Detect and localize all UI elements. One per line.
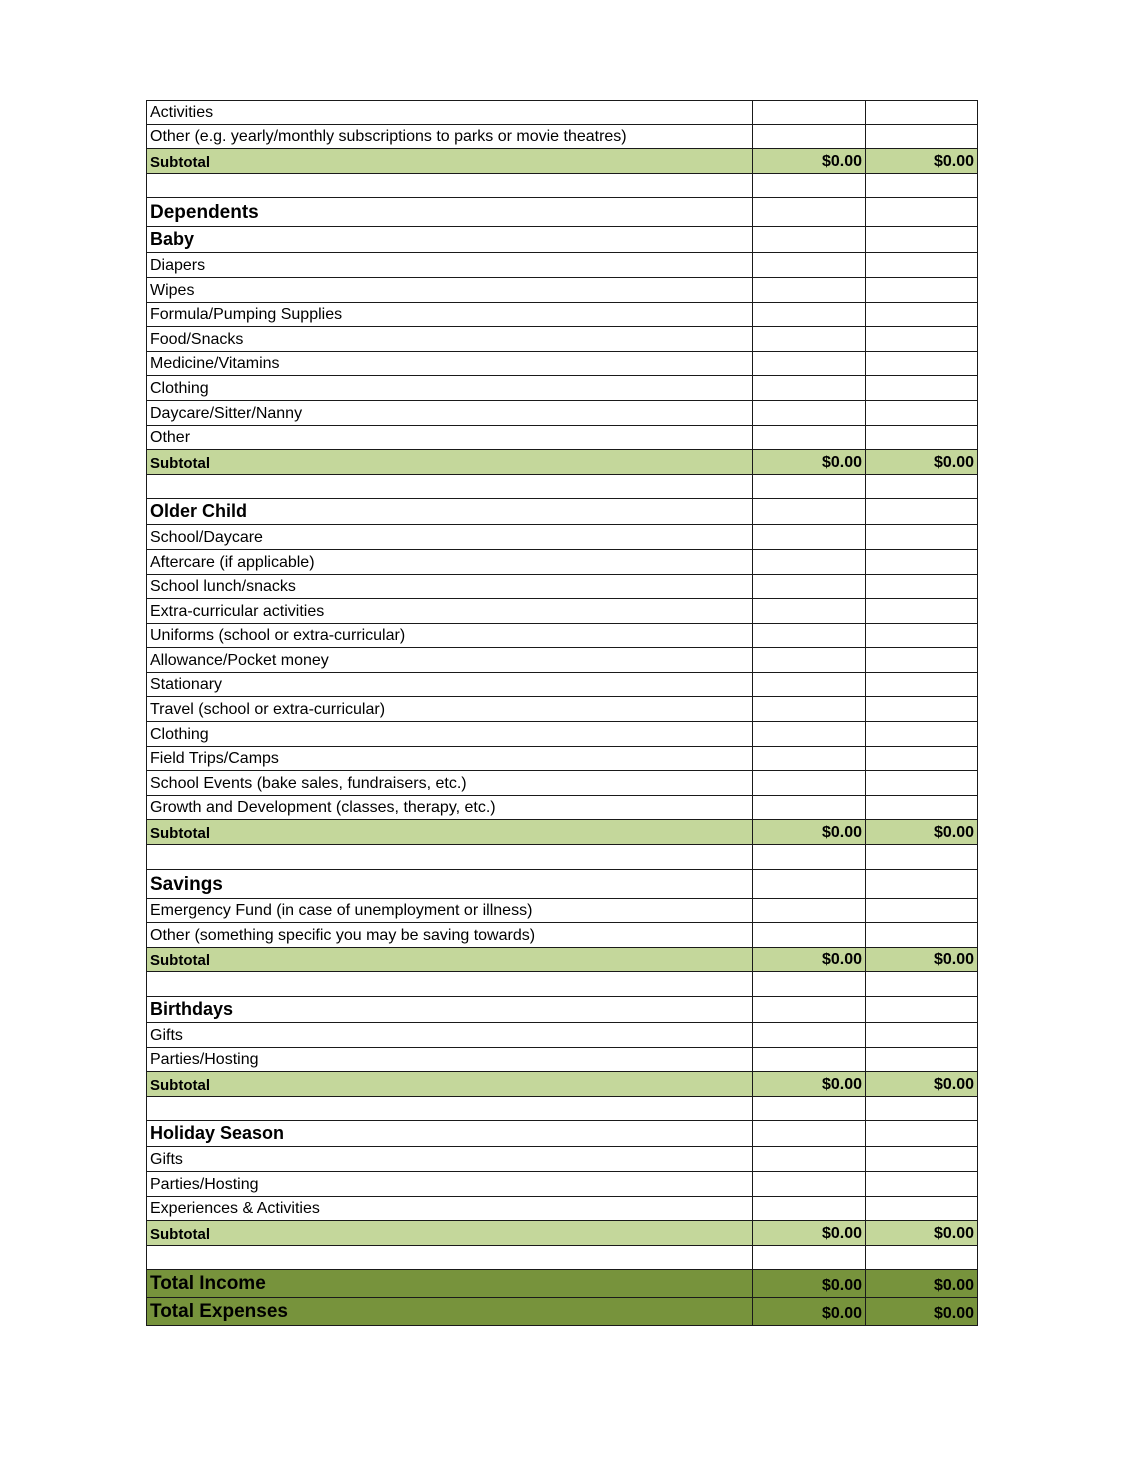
amount-cell-1[interactable] <box>752 1023 865 1047</box>
row-label[interactable]: Other (something specific you may be saving towards) <box>146 923 752 947</box>
row-label[interactable]: Other (e.g. yearly/monthly subscriptions to parks or movie theatres) <box>146 125 752 149</box>
row-label[interactable]: School lunch/snacks <box>146 575 752 599</box>
item-row <box>146 747 978 772</box>
amount-cell-1[interactable] <box>752 227 865 252</box>
amount-cell-2[interactable] <box>865 1246 978 1270</box>
subsection-row <box>146 997 978 1023</box>
item-row <box>146 1147 978 1172</box>
item-row <box>146 697 978 722</box>
item-row <box>146 376 978 401</box>
amount-cell-2[interactable] <box>865 722 978 746</box>
row-label[interactable]: School Events (bake sales, fundraisers, etc.) <box>146 771 752 795</box>
subtotal-row <box>146 820 978 845</box>
amount-cell-2[interactable] <box>865 253 978 277</box>
amount-cell-2[interactable] <box>865 401 978 425</box>
row-label[interactable]: Total Income <box>146 1270 752 1297</box>
amount-cell-2[interactable] <box>865 870 978 898</box>
item-row <box>146 327 978 352</box>
subsection-row <box>146 499 978 525</box>
amount-cell-1[interactable] <box>752 870 865 898</box>
row-label[interactable]: Allowance/Pocket money <box>146 648 752 672</box>
amount-cell-1[interactable] <box>752 303 865 327</box>
row-label[interactable] <box>146 174 752 198</box>
row-label[interactable]: Subtotal <box>146 149 752 173</box>
row-label[interactable]: Aftercare (if applicable) <box>146 550 752 574</box>
amount-cell-2[interactable] <box>865 1121 978 1146</box>
amount-cell-2[interactable] <box>865 426 978 450</box>
amount-cell-1[interactable] <box>752 499 865 524</box>
row-label[interactable]: Parties/Hosting <box>146 1048 752 1072</box>
amount-cell-2[interactable] <box>865 923 978 947</box>
amount-cell-1[interactable] <box>752 426 865 450</box>
amount-cell-2[interactable]: $0.00 <box>865 1270 978 1297</box>
section-heading[interactable]: Older Child <box>146 499 752 524</box>
amount-cell-1[interactable] <box>752 796 865 820</box>
item-row <box>146 771 978 796</box>
subsection-row <box>146 1121 978 1147</box>
amount-cell-2[interactable]: $0.00 <box>865 1298 978 1325</box>
amount-cell-1[interactable] <box>752 1172 865 1196</box>
section-heading[interactable]: Savings <box>146 870 752 898</box>
amount-cell-1[interactable] <box>752 747 865 771</box>
spacer-row <box>146 174 978 199</box>
row-label[interactable]: Clothing <box>146 722 752 746</box>
row-label[interactable]: Extra-curricular activities <box>146 599 752 623</box>
amount-cell-1[interactable] <box>752 475 865 499</box>
amount-cell-2[interactable] <box>865 1147 978 1171</box>
item-row <box>146 624 978 649</box>
item-row <box>146 599 978 624</box>
amount-cell-1[interactable] <box>752 1121 865 1146</box>
row-label[interactable]: Emergency Fund (in case of unemployment or illness) <box>146 899 752 923</box>
row-label[interactable] <box>146 1097 752 1121</box>
amount-cell-2[interactable] <box>865 972 978 996</box>
amount-cell-2[interactable]: $0.00 <box>865 149 978 173</box>
amount-cell-2[interactable] <box>865 227 978 252</box>
item-row <box>146 1172 978 1197</box>
amount-cell-2[interactable] <box>865 1097 978 1121</box>
item-row <box>146 100 978 125</box>
amount-cell-2[interactable] <box>865 796 978 820</box>
amount-cell-2[interactable] <box>865 101 978 124</box>
section-row <box>146 198 978 227</box>
amount-cell-1[interactable] <box>752 599 865 623</box>
item-row <box>146 253 978 278</box>
row-label[interactable]: Experiences & Activities <box>146 1197 752 1221</box>
amount-cell-1[interactable] <box>752 722 865 746</box>
section-heading[interactable]: Birthdays <box>146 997 752 1022</box>
item-row <box>146 648 978 673</box>
amount-cell-2[interactable] <box>865 648 978 672</box>
amount-cell-2[interactable] <box>865 575 978 599</box>
amount-cell-1[interactable] <box>752 575 865 599</box>
item-row <box>146 1197 978 1222</box>
amount-cell-1[interactable] <box>752 673 865 697</box>
total-row <box>146 1298 978 1326</box>
amount-cell-1[interactable] <box>752 1147 865 1171</box>
row-label[interactable]: Field Trips/Camps <box>146 747 752 771</box>
section-heading[interactable]: Baby <box>146 227 752 252</box>
amount-cell-1[interactable] <box>752 525 865 549</box>
amount-cell-1[interactable]: $0.00 <box>752 948 865 972</box>
amount-cell-1[interactable] <box>752 1048 865 1072</box>
item-row <box>146 575 978 600</box>
spacer-row <box>146 972 978 997</box>
amount-cell-2[interactable] <box>865 1023 978 1047</box>
row-label[interactable]: Total Expenses <box>146 1298 752 1325</box>
amount-cell-1[interactable] <box>752 174 865 198</box>
item-row <box>146 722 978 747</box>
amount-cell-1[interactable]: $0.00 <box>752 1221 865 1245</box>
row-label[interactable]: Subtotal <box>146 820 752 844</box>
amount-cell-1[interactable] <box>752 923 865 947</box>
row-label[interactable]: Stationary <box>146 673 752 697</box>
amount-cell-1[interactable] <box>752 278 865 302</box>
amount-cell-1[interactable] <box>752 1246 865 1270</box>
amount-cell-2[interactable] <box>865 376 978 400</box>
row-label[interactable] <box>146 845 752 869</box>
amount-cell-2[interactable] <box>865 352 978 376</box>
row-label[interactable]: Travel (school or extra-curricular) <box>146 697 752 721</box>
amount-cell-2[interactable] <box>865 525 978 549</box>
item-row <box>146 426 978 451</box>
amount-cell-1[interactable] <box>752 550 865 574</box>
amount-cell-1[interactable]: $0.00 <box>752 1072 865 1096</box>
amount-cell-1[interactable] <box>752 401 865 425</box>
amount-cell-2[interactable]: $0.00 <box>865 1072 978 1096</box>
item-row <box>146 352 978 377</box>
amount-cell-2[interactable] <box>865 771 978 795</box>
amount-cell-1[interactable] <box>752 376 865 400</box>
amount-cell-1[interactable] <box>752 624 865 648</box>
amount-cell-1[interactable]: $0.00 <box>752 1298 865 1325</box>
amount-cell-2[interactable]: $0.00 <box>865 450 978 474</box>
subsection-row <box>146 227 978 253</box>
subtotal-row <box>146 1072 978 1097</box>
row-label[interactable]: Activities <box>146 101 752 124</box>
row-label[interactable]: Other <box>146 426 752 450</box>
item-row <box>146 796 978 821</box>
amount-cell-1[interactable] <box>752 1197 865 1221</box>
item-row <box>146 923 978 948</box>
section-heading[interactable]: Holiday Season <box>146 1121 752 1146</box>
amount-cell-2[interactable] <box>865 278 978 302</box>
amount-cell-1[interactable] <box>752 327 865 351</box>
item-row <box>146 1023 978 1048</box>
spacer-row <box>146 1246 978 1271</box>
amount-cell-1[interactable] <box>752 198 865 226</box>
amount-cell-1[interactable] <box>752 253 865 277</box>
amount-cell-1[interactable] <box>752 352 865 376</box>
amount-cell-2[interactable] <box>865 747 978 771</box>
row-label[interactable] <box>146 1246 752 1270</box>
amount-cell-1[interactable] <box>752 899 865 923</box>
item-row <box>146 899 978 924</box>
subtotal-row <box>146 1221 978 1246</box>
amount-cell-1[interactable] <box>752 1097 865 1121</box>
total-row <box>146 1270 978 1298</box>
item-row <box>146 401 978 426</box>
amount-cell-1[interactable] <box>752 972 865 996</box>
row-label[interactable]: Gifts <box>146 1147 752 1171</box>
amount-cell-2[interactable] <box>865 624 978 648</box>
row-label[interactable]: Subtotal <box>146 1072 752 1096</box>
amount-cell-2[interactable] <box>865 1197 978 1221</box>
item-row <box>146 525 978 550</box>
row-label[interactable]: Daycare/Sitter/Nanny <box>146 401 752 425</box>
amount-cell-1[interactable] <box>752 648 865 672</box>
amount-cell-2[interactable] <box>865 303 978 327</box>
amount-cell-2[interactable] <box>865 475 978 499</box>
row-label[interactable]: Medicine/Vitamins <box>146 352 752 376</box>
row-label[interactable]: Clothing <box>146 376 752 400</box>
row-label[interactable]: Diapers <box>146 253 752 277</box>
amount-cell-2[interactable] <box>865 1172 978 1196</box>
amount-cell-1[interactable] <box>752 845 865 869</box>
section-row <box>146 870 978 899</box>
item-row <box>146 278 978 303</box>
row-label[interactable]: Subtotal <box>146 1221 752 1245</box>
amount-cell-2[interactable] <box>865 845 978 869</box>
amount-cell-2[interactable]: $0.00 <box>865 1221 978 1245</box>
amount-cell-2[interactable] <box>865 1048 978 1072</box>
row-label[interactable]: Growth and Development (classes, therapy, etc.) <box>146 796 752 820</box>
amount-cell-2[interactable]: $0.00 <box>865 820 978 844</box>
amount-cell-2[interactable] <box>865 599 978 623</box>
amount-cell-2[interactable] <box>865 198 978 226</box>
row-label[interactable] <box>146 475 752 499</box>
amount-cell-2[interactable] <box>865 997 978 1022</box>
row-label[interactable]: Wipes <box>146 278 752 302</box>
row-label[interactable]: Subtotal <box>146 948 752 972</box>
amount-cell-2[interactable] <box>865 697 978 721</box>
amount-cell-1[interactable]: $0.00 <box>752 149 865 173</box>
amount-cell-1[interactable] <box>752 125 865 149</box>
spacer-row <box>146 475 978 500</box>
amount-cell-2[interactable] <box>865 673 978 697</box>
amount-cell-1[interactable] <box>752 997 865 1022</box>
item-row <box>146 303 978 328</box>
amount-cell-2[interactable] <box>865 499 978 524</box>
budget-table <box>146 100 978 1326</box>
row-label[interactable]: Uniforms (school or extra-curricular) <box>146 624 752 648</box>
amount-cell-1[interactable] <box>752 101 865 124</box>
amount-cell-1[interactable] <box>752 771 865 795</box>
amount-cell-1[interactable]: $0.00 <box>752 820 865 844</box>
section-heading[interactable]: Dependents <box>146 198 752 226</box>
item-row <box>146 1048 978 1073</box>
subtotal-row <box>146 948 978 973</box>
subtotal-row <box>146 149 978 174</box>
amount-cell-2[interactable] <box>865 174 978 198</box>
row-label[interactable]: Formula/Pumping Supplies <box>146 303 752 327</box>
spacer-row <box>146 845 978 870</box>
amount-cell-2[interactable] <box>865 899 978 923</box>
item-row <box>146 125 978 150</box>
row-label[interactable]: Gifts <box>146 1023 752 1047</box>
amount-cell-2[interactable] <box>865 550 978 574</box>
spacer-row <box>146 1097 978 1122</box>
amount-cell-2[interactable] <box>865 125 978 149</box>
row-label[interactable]: School/Daycare <box>146 525 752 549</box>
amount-cell-2[interactable] <box>865 327 978 351</box>
row-label[interactable]: Food/Snacks <box>146 327 752 351</box>
row-label[interactable]: Parties/Hosting <box>146 1172 752 1196</box>
row-label[interactable]: Subtotal <box>146 450 752 474</box>
amount-cell-2[interactable]: $0.00 <box>865 948 978 972</box>
amount-cell-1[interactable]: $0.00 <box>752 1270 865 1297</box>
amount-cell-1[interactable]: $0.00 <box>752 450 865 474</box>
amount-cell-1[interactable] <box>752 697 865 721</box>
row-label[interactable] <box>146 972 752 996</box>
subtotal-row <box>146 450 978 475</box>
item-row <box>146 673 978 698</box>
item-row <box>146 550 978 575</box>
